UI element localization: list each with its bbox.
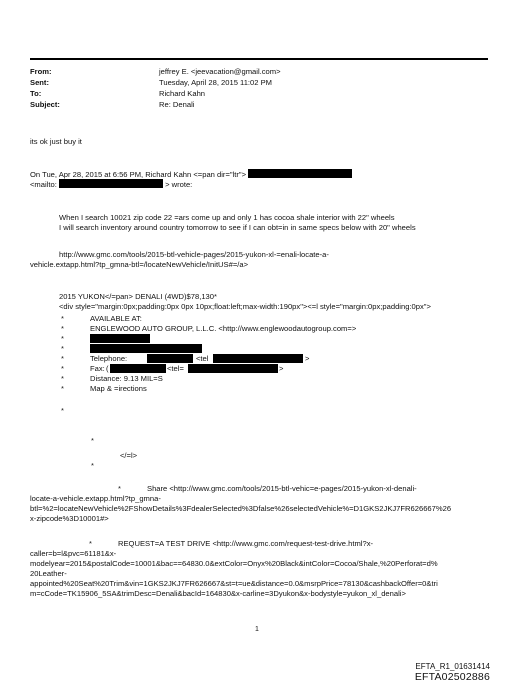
quote-wrote: > wrote: bbox=[165, 180, 193, 189]
yukon-line: 2015 YUKON</=pan> DENALI (4WD)$78,130* bbox=[59, 292, 217, 301]
redaction-block bbox=[90, 344, 202, 353]
footer-id-large: EFTA02502886 bbox=[414, 671, 490, 683]
para-line: I will search inventory around country tomorrow to see if I can obt=in in same specs below with 20" wheels bbox=[59, 223, 416, 232]
share-line[interactable]: btl=%2=locateNewVehicle%2FShowDetails%3FdealerSelected%3Dfalse%26selectedVehicle%=D1GKS2JKJ7FR626667%26 bbox=[30, 504, 452, 513]
list-item bbox=[59, 324, 479, 334]
bullet: * bbox=[61, 406, 64, 415]
request-link[interactable]: REQUEST=A TEST DRIVE <http://www.gmc.com/request-test-drive.html?x- bbox=[118, 539, 374, 548]
redaction-block bbox=[188, 364, 278, 373]
request-line[interactable]: 20Leather- bbox=[30, 569, 67, 578]
request-block bbox=[30, 539, 438, 599]
fax-label: Fax: bbox=[90, 364, 105, 373]
footer-id-small: EFTA_R1_01631414 bbox=[415, 662, 490, 671]
search-paragraph bbox=[59, 213, 416, 233]
bullet: * bbox=[61, 344, 64, 353]
request-line[interactable]: modelyear=2015&postalCode=10001&bac==64830.0&extColor=Onyx%20Black&intColor=Cocoa/Shale,%20Perforat=d% bbox=[30, 559, 438, 568]
subject-row bbox=[30, 100, 470, 111]
redaction-block bbox=[59, 179, 163, 188]
share-line[interactable]: locate-a-vehicle.extapp.html?tp_gmna- bbox=[30, 494, 161, 503]
fax-open: ( bbox=[106, 364, 109, 373]
bullet: * bbox=[89, 539, 92, 548]
quote-line-1 bbox=[30, 169, 352, 179]
bullet: * bbox=[61, 314, 64, 323]
sent-row bbox=[30, 78, 470, 89]
to-value: Richard Kahn bbox=[159, 89, 206, 98]
list-item bbox=[59, 384, 479, 394]
quote-line-1-text: On Tue, Apr 28, 2015 at 6:56 PM, Richard Kahn <=pan dir="ltr"> bbox=[30, 170, 247, 179]
request-line bbox=[30, 539, 438, 549]
from-value: jeffrey E. <jeevacation@gmail.com> bbox=[159, 67, 281, 76]
page-number: 1 bbox=[255, 626, 259, 633]
share-line[interactable]: x-zipcode%3D10001#> bbox=[30, 514, 109, 523]
list-item bbox=[59, 354, 479, 364]
url-line[interactable]: vehicle.extapp.html?tp_gmna-btl=/locateNewVehicle/InitUS#=/a> bbox=[30, 260, 249, 269]
share-line bbox=[30, 484, 451, 494]
list-item bbox=[59, 374, 479, 384]
quote-header bbox=[30, 169, 352, 189]
para-line: When I search 10021 zip code 22 =ars come up and only 1 has cocoa shale interior with 22" wheels bbox=[59, 213, 395, 222]
email-header bbox=[30, 67, 470, 111]
reply-text: its ok just buy it bbox=[30, 137, 82, 146]
request-line[interactable]: m=cCode=TK15906_5SA&trimDesc=Denali&bacId=164830&x-carline=3Dyukon&x-bodystyle=yukon_xl_denali> bbox=[30, 589, 406, 598]
quote-mailto: <mailto: bbox=[30, 180, 57, 189]
yukon-heading bbox=[59, 292, 431, 312]
list-item bbox=[59, 344, 479, 354]
url-line[interactable]: http://www.gmc.com/tools/2015-btl-vehicle-pages/2015-yukon-xl-=enali-locate-a- bbox=[59, 250, 329, 259]
list-item bbox=[59, 364, 479, 374]
from-row bbox=[30, 67, 470, 78]
sent-label: Sent: bbox=[30, 78, 49, 87]
request-line[interactable]: appointed%20Seat%20Trim&vin=1GKS2JKJ7FR626667&st=t=ue&distance=0.0&msrpPrice=78130&cashbackOffer=0&tri bbox=[30, 579, 438, 588]
from-label: From: bbox=[30, 67, 52, 76]
fax-tel: <tel= bbox=[167, 364, 184, 373]
available-label: AVAILABLE AT: bbox=[90, 314, 142, 323]
request-line[interactable]: caller=b=l&pvc=61181&x- bbox=[30, 549, 117, 558]
to-label: To: bbox=[30, 89, 42, 98]
dealer-name[interactable]: ENGLEWOOD AUTO GROUP, L.L.C. <http://www.englewoodautogroup.com=> bbox=[90, 324, 357, 333]
bullet: * bbox=[118, 484, 121, 493]
tel-tag: <tel bbox=[196, 354, 209, 363]
ul-close-text: </=l> bbox=[120, 451, 138, 460]
distance-text: Distance: 9.13 MIL=S bbox=[90, 374, 163, 383]
yukon-html-line: <div style="margin:0px;padding:0px 0px 10px;float:left;max-width:190px"><=l style="margin:0px;padding:0px"> bbox=[59, 302, 431, 311]
fax-close: > bbox=[279, 364, 284, 373]
bullet: * bbox=[61, 354, 64, 363]
bullet: * bbox=[91, 436, 94, 445]
map-directions-link[interactable]: Map & =irections bbox=[90, 384, 147, 393]
telephone-label: Telephone: bbox=[90, 354, 128, 363]
redaction-block bbox=[147, 354, 193, 363]
vehicle-link[interactable] bbox=[30, 250, 329, 270]
bullet: * bbox=[61, 334, 64, 343]
quote-line-2 bbox=[30, 179, 352, 189]
tel-close: > bbox=[305, 354, 310, 363]
bullet: * bbox=[91, 461, 94, 470]
list-item bbox=[59, 334, 479, 344]
bullet: * bbox=[61, 374, 64, 383]
bullet: * bbox=[61, 364, 64, 373]
redaction-block bbox=[110, 364, 166, 373]
header-rule bbox=[30, 58, 488, 60]
bullet: * bbox=[61, 324, 64, 333]
redaction-block bbox=[213, 354, 303, 363]
share-link[interactable]: Share <http://www.gmc.com/tools/2015-btl-vehic=e-pages/2015-yukon-xl-denali- bbox=[147, 484, 417, 493]
list-item bbox=[59, 314, 479, 324]
share-block bbox=[30, 484, 451, 524]
bullet: * bbox=[61, 384, 64, 393]
subject-value: Re: Denali bbox=[159, 100, 195, 109]
sent-value: Tuesday, April 28, 2015 11:02 PM bbox=[159, 78, 272, 87]
dealer-list bbox=[59, 314, 479, 416]
redaction-block bbox=[248, 169, 352, 178]
list-item bbox=[59, 406, 479, 416]
redaction-block bbox=[90, 334, 150, 343]
subject-label: Subject: bbox=[30, 100, 60, 109]
to-row bbox=[30, 89, 470, 100]
